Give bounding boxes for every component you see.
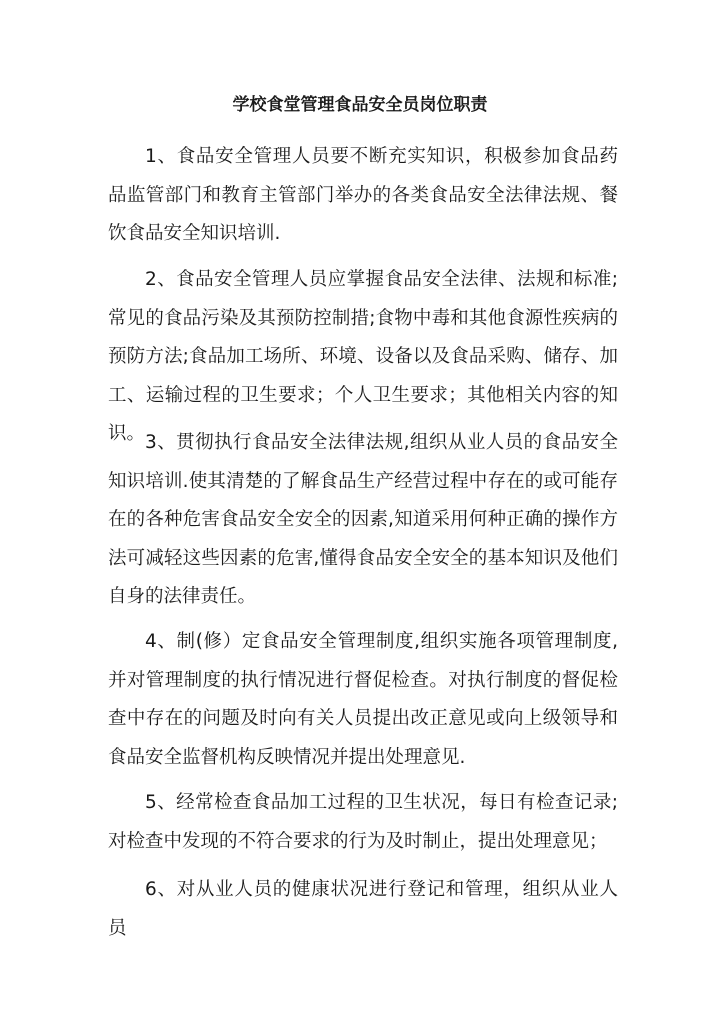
paragraph-5: 5、经常检查食品加工过程的卫生状况，每日有检查记录;对检查中发现的不符合要求的行为及时制止，提出处理意见； — [108, 792, 618, 852]
paragraph-3: 3、贯彻执行食品安全法律法规,组织从业人员的食品安全知识培训.使其清楚的了解食品生产经营过程中存在的或可能存在的各种危害食品安全安全的因素,知道采用何种正确的操作方法可减轻这些因素的危害,懂得食品安全安全的基本知识及他们自身的法律责任。 — [108, 432, 618, 607]
paragraph-6: 6、对从业人员的健康状况进行登记和管理，组织从业人员 — [108, 879, 618, 939]
document-title: 学校食堂管理食品安全员岗位职责 — [232, 95, 488, 115]
paragraph-2: 2、食品安全管理人员应掌握食品安全法律、法规和标准;常见的食品污染及其预防控制措;食物中毒和其他食源性疾病的预防方法;食品加工场所、环境、设备以及食品采购、储存、加工、运输过程的卫生要求；个人卫生要求；其他相关内容的知识。 — [108, 269, 618, 444]
paragraph-4: 4、制(修）定食品安全管理制度,组织实施各项管理制度,并对管理制度的执行情况进行督促检查。对执行制度的督促检查中存在的问题及时向有关人员提出改正意见或向上级领导和食品安全监督机构反映情况并提出处理意见. — [108, 631, 618, 768]
paragraph-1: 1、食品安全管理人员要不断充实知识，积极参加食品药品监管部门和教育主管部门举办的各类食品安全法律法规、餐饮食品安全知识培训. — [108, 146, 618, 244]
